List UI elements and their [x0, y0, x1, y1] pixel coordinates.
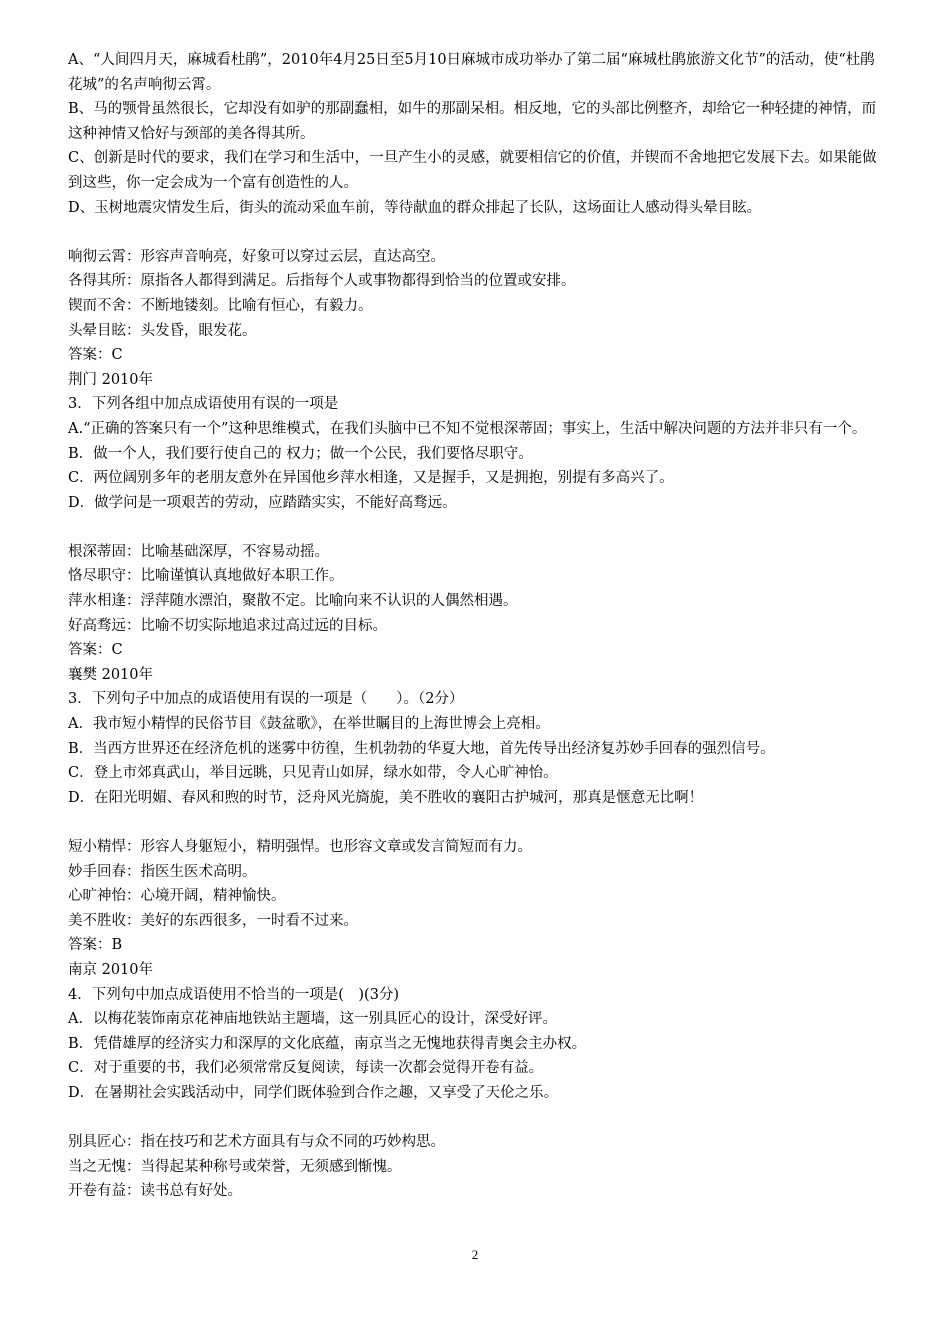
text-line: A．以梅花装饰南京花神庙地铁站主题墙，这一别具匠心的设计，深受好评。	[68, 1011, 557, 1028]
text-line: B．当西方世界还在经济危机的迷雾中彷徨，生机勃勃的华夏大地，首先传导出经济复苏妙手回春的强烈信号。	[68, 740, 775, 757]
text-line: 心旷神怡：心境开阔，精神愉快。	[68, 888, 286, 905]
text-line: 荆门 2010年	[68, 371, 154, 388]
blank-line	[68, 810, 886, 835]
text-line: 别具匠心：指在技巧和艺术方面具有与众不同的巧妙构思。	[68, 1134, 445, 1151]
text-line: C、创新是时代的要求，我们在学习和生活中，一旦产生小的灵感，就要相信它的价值，并锲而不舍地把它发展下去。如果能做到这些，你一定会成为一个富有创造性的人。	[68, 150, 877, 191]
text-line: 襄樊 2010年	[68, 666, 154, 683]
text-line: 4．下列句中加点成语使用不恰当的一项是( )(3分)	[68, 986, 400, 1003]
text-line: 当之无愧：当得起某种称号或荣誉，无须感到惭愧。	[68, 1158, 402, 1175]
text-line: 开卷有益：读书总有好处。	[68, 1183, 242, 1200]
text-line: 3．下列各组中加点成语使用有误的一项是	[68, 396, 339, 413]
text-line: 响彻云霄：形容声音响亮，好象可以穿过云层，直达高空。	[68, 248, 445, 265]
page-number: 2	[471, 1247, 479, 1262]
text-line: 锲而不舍：不断地镂刻。比喻有恒心，有毅力。	[68, 297, 373, 314]
text-line: 3．下列句子中加点的成语使用有误的一项是（ ）。（2分）	[68, 691, 464, 708]
text-line: B、马的颚骨虽然很长，它却没有如驴的那副蠢相，如牛的那副呆相。相反地，它的头部比例整齐，却给它一种轻捷的神情，而这种神情又恰好与颈部的美各得其所。	[68, 101, 877, 142]
text-line: C．两位阔别多年的老朋友意外在异国他乡萍水相逢，又是握手，又是拥抱，别提有多高兴了。	[68, 470, 674, 487]
document-body	[68, 48, 886, 1204]
text-line: D．在暑期社会实践活动中，同学们既体验到合作之趣，又享受了天伦之乐。	[68, 1084, 559, 1101]
text-line: 短小精悍：形容人身躯短小，精明强悍。也形容文章或发言简短而有力。	[68, 839, 532, 855]
text-line: 萍水相逢：浮萍随水漂泊，聚散不定。比喻向来不认识的人偶然相遇。	[68, 593, 518, 610]
text-line: D．做学问是一项艰苦的劳动，应踏踏实实，不能好高骛远。	[68, 494, 457, 511]
text-line: 答案：C	[68, 642, 123, 659]
text-line: A、“人间四月天，麻城看杜鹃”，2010年4月25日至5月10日麻城市成功举办了第二届“麻城杜鹃旅游文化节”的活动，使“杜鹃花城”的名声响彻云霄。	[68, 52, 875, 93]
text-line: 答案：B	[68, 937, 123, 954]
text-line: D、玉树地震灾情发生后，街头的流动采血车前，等待献血的群众排起了长队，这场面让人感动得头晕目眩。	[68, 199, 762, 216]
text-line: 妙手回春：指医生医术高明。	[68, 863, 257, 880]
text-line: 各得其所：原指各人都得到满足。后指每个人或事物都得到恰当的位置或安排。	[68, 273, 576, 290]
text-line: A．我市短小精悍的民俗节目《鼓盆歌》，在举世瞩目的上海世博会上亮相。	[68, 716, 550, 733]
text-line: A.“正确的答案只有一个”这种思维模式，在我们头脑中已不知不觉根深蒂固；事实上，生活中解决问题的方法并非只有一个。	[68, 420, 867, 437]
text-line: C．登上市郊真武山，举目远眺，只见青山如屏，绿水如带，令人心旷神怡。	[68, 765, 558, 782]
text-line: 好高骛远：比喻不切实际地追求过高过远的目标。	[68, 617, 387, 634]
text-line: 头晕目眩：头发昏，眼发花。	[68, 322, 257, 339]
blank-line	[68, 220, 886, 245]
text-line: B．凭借雄厚的经济实力和深厚的文化底蕴，南京当之无愧地获得青奥会主办权。	[68, 1035, 587, 1052]
text-line: D．在阳光明媚、春风和煦的时节，泛舟风光旖旎，美不胜收的襄阳古护城河，那真是惬意无比啊！	[68, 789, 704, 806]
text-line: 根深蒂固：比喻基础深厚，不容易动摇。	[68, 543, 329, 560]
blank-line	[68, 515, 886, 540]
text-line: 美不胜收：美好的东西很多，一时看不过来。	[68, 912, 358, 929]
text-line: 恪尽职守：比喻谨慎认真地做好本职工作。	[68, 568, 344, 585]
text-line: 答案：C	[68, 347, 123, 364]
text-line: B．做一个人，我们要行使自己的 权力；做一个公民，我们要恪尽职守。	[68, 445, 533, 462]
text-line: C．对于重要的书，我们必须常常反复阅读，每读一次都会觉得开卷有益。	[68, 1060, 544, 1077]
text-line: 南京 2010年	[68, 961, 154, 978]
blank-line	[68, 1106, 886, 1131]
